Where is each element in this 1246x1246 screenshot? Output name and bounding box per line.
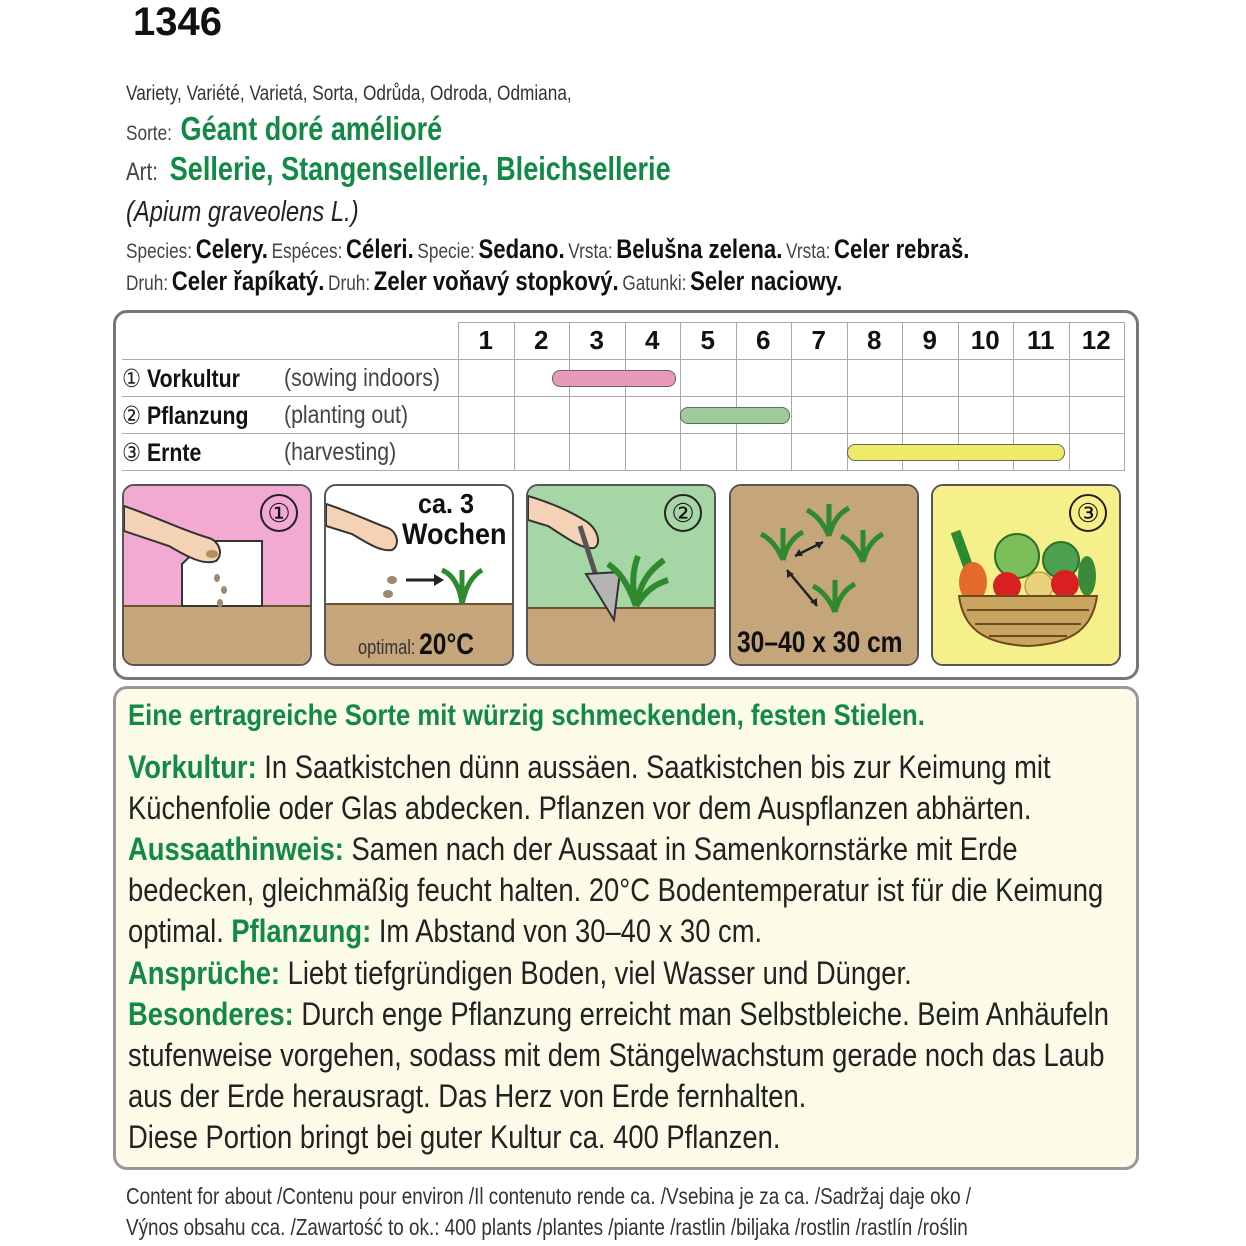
species-label: Species: [126,240,193,263]
calendar-month-label: 10 [970,325,1000,355]
calendar-cell [625,396,682,434]
species-value: Seler naciowy. [690,266,843,296]
calendar-cell [791,359,848,397]
calendar-month-label: 8 [867,325,882,355]
picto-spacing [729,484,919,666]
calendar-row-label: ② Pflanzung [122,402,249,430]
weeks-line2: Wochen [402,518,507,551]
calendar-row-sub: (planting out) [284,401,409,429]
calendar-period-bar [847,444,1065,461]
calendar-cell [847,396,904,434]
weeks-line1: ca. 3 [418,488,475,519]
art-label: Art: [126,158,158,186]
picto-germination [324,484,514,666]
calendar-cell [1069,396,1126,434]
calendar-cell [847,359,904,397]
species-label: Gatunki: [622,272,687,295]
calendar-month-label: 6 [756,325,771,355]
latin-name: (Apium graveolens L.) [126,196,359,228]
step-number-icon: ③ [1069,494,1107,532]
calendar-cell [1013,359,1070,397]
info-line: Küchenfolie oder Glas abdecken. Pflanzen vor dem Auspflanzen abhärten. [128,790,1032,826]
picto-planting [526,484,716,666]
calendar-cell [958,396,1015,434]
content-note-line1: Content for about /Contenu pour environ /Il contenuto rende ca. /Vsebina je za ca. /Sadržaj daje oko / [126,1183,972,1209]
calendar-month-label: 2 [534,325,549,355]
sorte-label: Sorte: [126,122,172,145]
calendar-cell [1013,396,1070,434]
species-value: Celery. [195,234,268,264]
info-paragraph-pflanzung: optimal. Pflanzung: Im Abstand von 30–40 x 30 cm. [128,913,763,949]
species-line-1 [126,234,1155,265]
info-line: bedecken, gleichmäßig feucht halten. 20°C Bodentemperatur ist für die Keimung [128,872,1104,908]
species-label: Vrsta: [568,240,613,263]
calendar-cell [625,433,682,471]
info-headline: Eine ertragreiche Sorte mit würzig schmeckenden, festen Stielen. [128,699,925,732]
calendar-cell [458,433,515,471]
calendar-cell [791,396,848,434]
calendar-period-bar [680,407,790,424]
calendar-cell [569,433,626,471]
step-number-icon: ② [664,494,702,532]
picto-sowing [122,484,312,666]
species-label: Specie: [417,240,475,263]
calendar-month-label: 5 [700,325,715,355]
info-paragraph-besonderes: Besonderes: Durch enge Pflanzung erreicht man Selbstbleiche. Beim Anhäufeln [128,996,1109,1032]
calendar-month-label: 3 [589,325,604,355]
step-number-icon: ① [260,494,298,532]
calendar-row-sub: (harvesting) [284,438,397,466]
calendar-cell [902,396,959,434]
calendar-month-label: 9 [922,325,937,355]
species-label: Druh: [328,272,371,295]
calendar-cell [791,433,848,471]
optimal-temperature: optimal: 20°C [358,628,475,661]
calendar-cell [680,359,737,397]
info-paragraph-aussaat: Aussaathinweis: Samen nach der Aussaat in Samenkornstärke mit Erde [128,831,1018,867]
growing-instructions [113,686,1139,1170]
info-paragraph-ansprueche: Ansprüche: Liebt tiefgründigen Boden, viel Wasser und Dünger. [128,955,912,991]
sorte-row [126,110,512,148]
calendar-cell [736,433,793,471]
species-value: Zeler voňavý stopkový. [373,266,619,296]
info-portion: Diese Portion bringt bei guter Kultur ca. 400 Pflanzen. [128,1119,781,1155]
sorte-value: Géant doré amélioré [180,110,443,147]
species-label: Vrsta: [786,240,831,263]
art-row [126,150,790,188]
species-value: Sedano. [478,234,565,264]
calendar-cell [514,433,571,471]
calendar-cell [736,359,793,397]
picto-harvest [931,484,1121,666]
product-code: 1346 [133,0,222,44]
calendar-month-label: 11 [1027,325,1055,355]
species-value: Belušna zelena. [616,234,783,264]
calendar-cell [902,359,959,397]
calendar-row-sub: (sowing indoors) [284,364,440,392]
content-note-line2: Výnos obsahu cca. /Zawartość to ok.: 400 plants /plantes /piante /rastlin /biljaka /rostlin /rastlín /roślin [126,1214,968,1240]
calendar-row-label: ③ Ernte [122,439,202,467]
calendar-cell [958,359,1015,397]
calendar-month-label: 1 [478,325,493,355]
species-label: Druh: [126,272,169,295]
info-line: stufenweise vorgehen, sodass mit dem Stängelwachstum gerade noch das Laub [128,1037,1105,1073]
calendar-month-label: 4 [645,325,660,355]
calendar-month-label: 12 [1081,325,1111,355]
variety-line: Variety, Variété, Varietá, Sorta, Odrůda, Odroda, Odmiana, [126,82,572,105]
calendar-cell [1069,433,1126,471]
spacing-label: 30–40 x 30 cm [737,626,903,659]
calendar-cell [1069,359,1126,397]
species-line-2 [126,266,1000,297]
species-value: Céleri. [346,234,414,264]
species-value: Celer řapíkatý. [171,266,325,296]
calendar-cell [514,396,571,434]
info-line: aus der Erde herausragt. Das Herz von Erde fernhalten. [128,1078,807,1114]
calendar-period-bar [552,370,676,387]
calendar-cell [458,359,515,397]
calendar-cell [458,396,515,434]
art-value: Sellerie, Stangensellerie, Bleichsellerie [169,150,671,187]
info-paragraph-vorkultur: Vorkultur: In Saatkistchen dünn aussäen. Saatkistchen bis zur Keimung mit [128,749,1051,785]
calendar-row-label: ① Vorkultur [122,365,240,393]
calendar-cell [680,433,737,471]
species-value: Celer rebraš. [834,234,970,264]
species-label: Espéces: [271,240,343,263]
calendar-month-label: 7 [811,325,826,355]
calendar-cell [569,396,626,434]
